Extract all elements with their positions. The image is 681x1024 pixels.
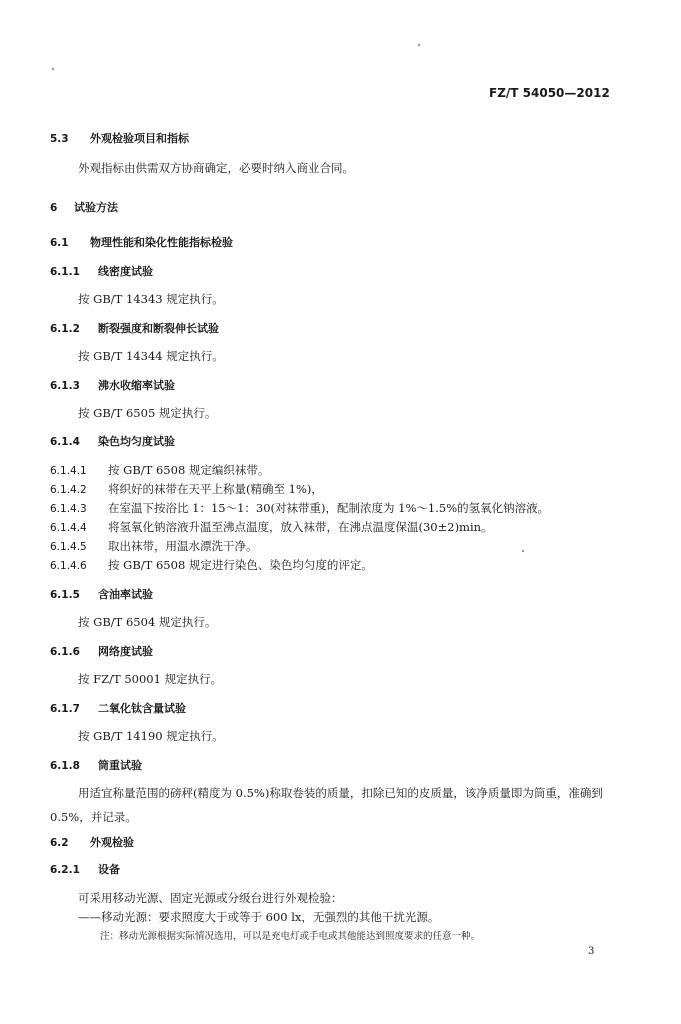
section-6-1-5-body: 按 GB/T 6504 规定执行。 xyxy=(78,615,217,629)
section-6-1-1-body: 按 GB/T 14343 规定执行。 xyxy=(78,292,224,306)
section-6-1-2-body: 按 GB/T 14344 规定执行。 xyxy=(78,349,224,363)
section-6-1-3-body: 按 GB/T 6505 规定执行。 xyxy=(78,406,217,420)
section-6-1-4-6-item: 6.1.4.6 按 GB/T 6508 规定进行染色、染色均匀度的评定。 xyxy=(50,558,373,572)
scan-speck xyxy=(52,68,54,70)
section-6-1-4-1-item: 6.1.4.1 按 GB/T 6508 规定编织袜带。 xyxy=(50,463,270,477)
section-6-1-4-5-item: 6.1.4.5 取出袜带，用温水漂洗干净。 xyxy=(50,539,258,553)
section-6-1-5-heading: 6.1.5 含油率试验 xyxy=(50,588,153,601)
section-6-1-4-4-item: 6.1.4.4 将氢氧化钠溶液升温至沸点温度，放入袜带，在沸点温度保温(30±2)min。 xyxy=(50,520,493,534)
section-6-2-1-bullet: ——移动光源：要求照度大于或等于 600 lx，无强烈的其他干扰光源。 xyxy=(78,910,440,924)
section-5-3-heading: 5.3 外观检验项目和指标 xyxy=(50,132,189,145)
section-6-1-3-heading: 6.1.3 沸水收缩率试验 xyxy=(50,379,175,392)
section-6-1-8-heading: 6.1.8 筒重试验 xyxy=(50,759,142,772)
section-6-heading: 6 试验方法 xyxy=(50,201,118,214)
page-number: 3 xyxy=(588,946,595,957)
section-6-1-4-heading: 6.1.4 染色均匀度试验 xyxy=(50,435,175,448)
section-6-1-7-body: 按 GB/T 14190 规定执行。 xyxy=(78,729,224,743)
section-6-1-4-2-item: 6.1.4.2 将织好的袜带在天平上称量(精确至 1%)， xyxy=(50,482,323,496)
section-6-1-heading: 6.1 物理性能和染化性能指标检验 xyxy=(50,236,233,249)
section-6-2-1-heading: 6.2.1 设备 xyxy=(50,863,120,876)
section-6-1-8-body: 用适宜称量范围的磅秤(精度为 0.5%)称取卷装的质量，扣除已知的皮质量，该净质量即为筒重，准确到 0.5%，并记录。 xyxy=(50,786,603,824)
section-6-1-2-heading: 6.1.2 断裂强度和断裂伸长试验 xyxy=(50,322,219,335)
section-6-2-1-body: 可采用移动光源、固定光源或分级台进行外观检验： xyxy=(78,891,343,905)
scan-speck xyxy=(418,44,420,46)
section-5-3-body: 外观指标由供需双方协商确定，必要时纳入商业合同。 xyxy=(78,161,354,175)
section-6-1-1-heading: 6.1.1 线密度试验 xyxy=(50,265,153,278)
section-6-1-7-heading: 6.1.7 二氧化钛含量试验 xyxy=(50,702,186,715)
section-6-2-1-note: 注：移动光源根据实际情况选用，可以是充电灯或手电或其他能达到照度要求的任意一种。 xyxy=(100,931,481,942)
standard-number-header: FZ/T 54050—2012 xyxy=(489,86,610,100)
section-6-1-6-body: 按 FZ/T 50001 规定执行。 xyxy=(78,672,223,686)
section-6-1-6-heading: 6.1.6 网络度试验 xyxy=(50,645,153,658)
section-6-1-4-3-item: 6.1.4.3 在室温下按浴比 1：15～1：30(对袜带重)，配制浓度为 1%～1.5%的氢氧化钠溶液。 xyxy=(50,501,550,515)
section-6-2-heading: 6.2 外观检验 xyxy=(50,836,134,849)
scan-speck xyxy=(522,550,524,552)
